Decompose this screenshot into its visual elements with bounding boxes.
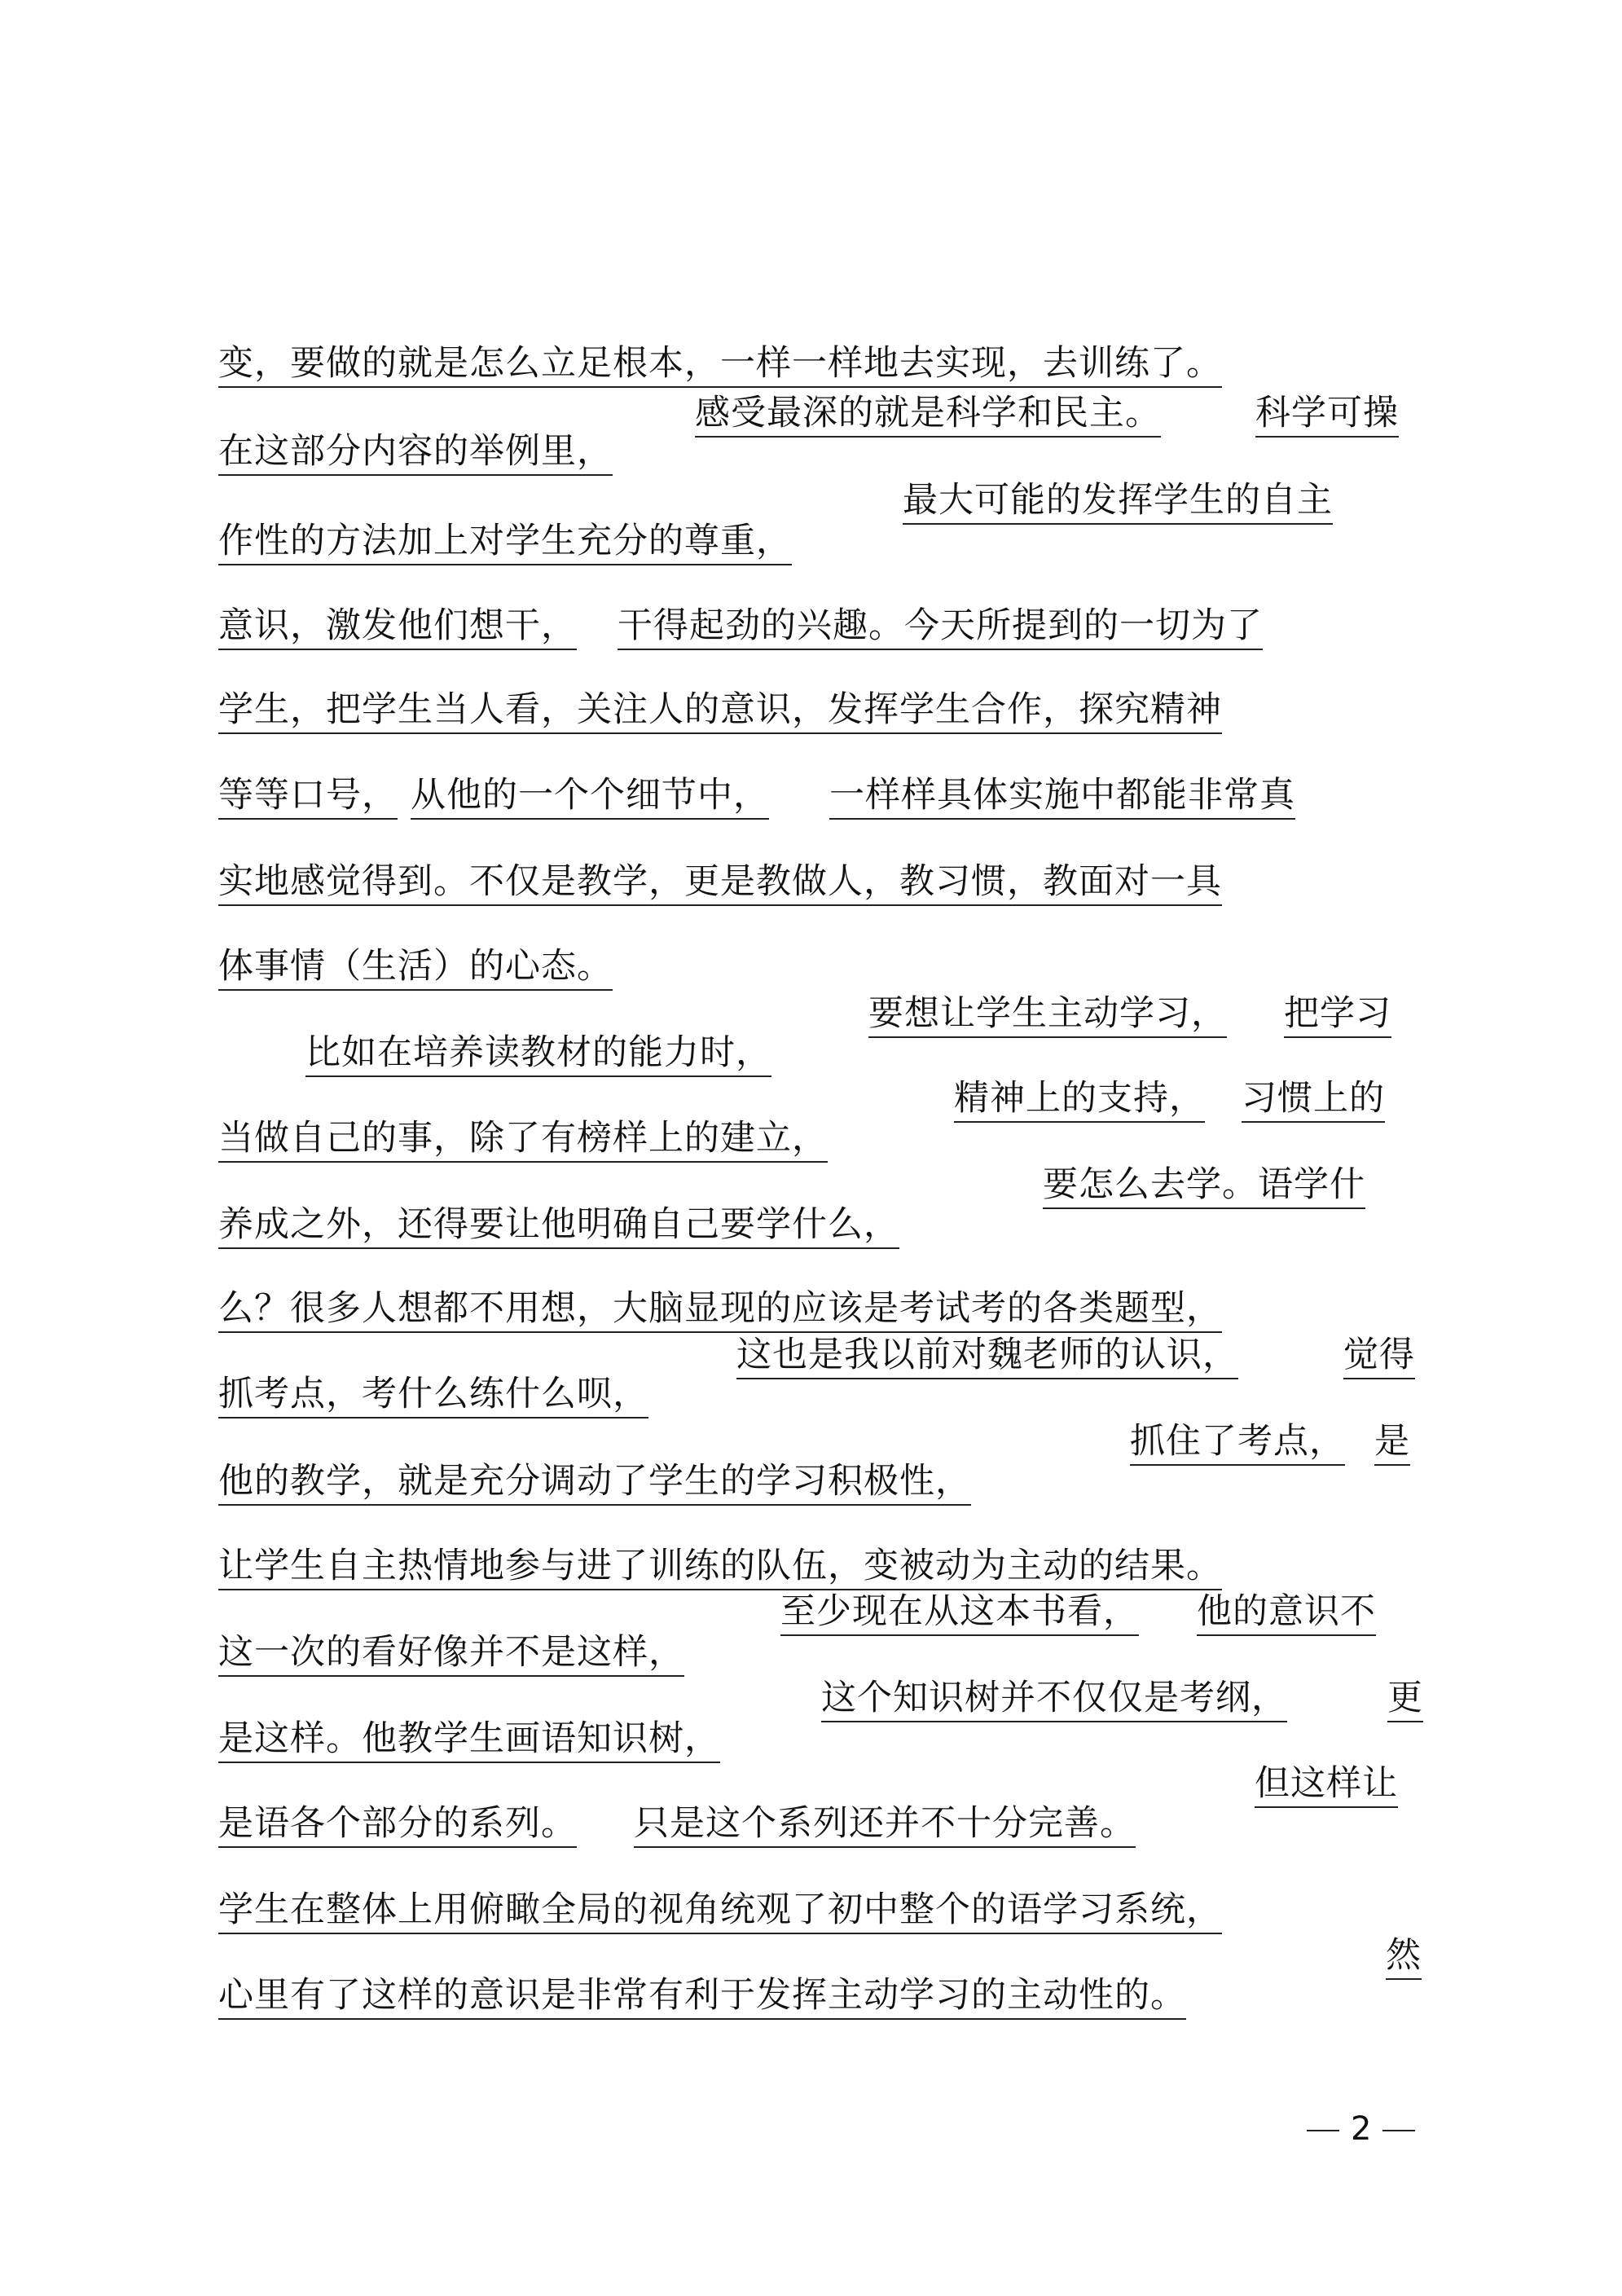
text-line: 心里有了这样的意识是非常有利于发挥主动学习的主动性的。 <box>218 1974 1186 2020</box>
text-line: 等等口号， <box>218 774 398 820</box>
text-line: 么？很多人想都不用想，大脑显现的应该是考试考的各类题型， <box>218 1287 1222 1333</box>
text-line: 这也是我以前对魏老师的认识， <box>736 1334 1238 1379</box>
text-line: 体事情（生活）的心态。 <box>218 945 613 991</box>
page-number <box>1295 2110 1426 2148</box>
text-line: 要想让学生主动学习， <box>868 992 1227 1038</box>
text-line: 至少现在从这本书看， <box>780 1590 1139 1636</box>
text-line: 科学可操 <box>1255 392 1399 438</box>
text-line: 是语各个部分的系列。 <box>218 1802 577 1848</box>
text-line: 在这部分内容的举例里， <box>218 430 613 476</box>
text-line: 养成之外，还得要让他明确自己要学什么， <box>218 1203 899 1249</box>
text-line: 抓住了考点， <box>1130 1420 1345 1466</box>
page-number-dash-right <box>1382 2130 1415 2131</box>
text-line: 他的教学，就是充分调动了学生的学习积极性， <box>218 1460 971 1506</box>
text-line: 他的意识不 <box>1197 1590 1376 1636</box>
text-line: 当做自己的事，除了有榜样上的建立， <box>218 1117 828 1163</box>
text-line: 变，要做的就是怎么立足根本，一样一样地去实现，去训练了。 <box>218 342 1222 388</box>
page-number-dash-left <box>1307 2130 1339 2131</box>
text-line: 最大可能的发挥学生的自主 <box>903 479 1333 525</box>
text-line: 抓考点，考什么练什么呗， <box>218 1373 648 1419</box>
text-line: 这个知识树并不仅仅是考纲， <box>821 1677 1287 1722</box>
page-number-value: 2 <box>1351 2110 1372 2148</box>
text-line: 然 <box>1386 1934 1422 1980</box>
text-line: 一样样具体实施中都能非常真 <box>829 774 1295 820</box>
text-line: 更 <box>1387 1677 1423 1722</box>
text-line: 干得起劲的兴趣。今天所提到的一切为了 <box>618 605 1263 650</box>
text-line: 要怎么去学。语学什 <box>1043 1163 1365 1209</box>
text-line: 觉得 <box>1343 1334 1415 1379</box>
text-line: 学生在整体上用俯瞰全局的视角统观了初中整个的语学习系统， <box>218 1889 1222 1934</box>
text-line: 精神上的支持， <box>954 1077 1205 1123</box>
text-line: 是 <box>1374 1420 1410 1466</box>
text-line: 只是这个系列还并不十分完善。 <box>634 1802 1136 1848</box>
text-line: 习惯上的 <box>1242 1077 1385 1123</box>
text-line: 学生，把学生当人看，关注人的意识，发挥学生合作，探究精神 <box>218 688 1222 734</box>
text-line: 作性的方法加上对学生充分的尊重， <box>218 520 792 565</box>
text-line: 是这样。他教学生画语知识树， <box>218 1718 720 1763</box>
text-line: 意识，激发他们想干， <box>218 605 577 650</box>
text-line: 这一次的看好像并不是这样， <box>218 1631 684 1677</box>
text-line: 实地感觉得到。不仅是教学，更是教做人，教习惯，教面对一具 <box>218 860 1222 906</box>
text-line: 感受最深的就是科学和民主。 <box>695 392 1161 438</box>
text-line: 比如在培养读教材的能力时， <box>305 1031 771 1077</box>
text-line: 把学习 <box>1284 992 1391 1038</box>
text-line: 从他的一个个细节中， <box>411 774 769 820</box>
text-line: 让学生自主热情地参与进了训练的队伍，变被动为主动的结果。 <box>218 1545 1222 1590</box>
text-line: 但这样让 <box>1255 1762 1398 1808</box>
